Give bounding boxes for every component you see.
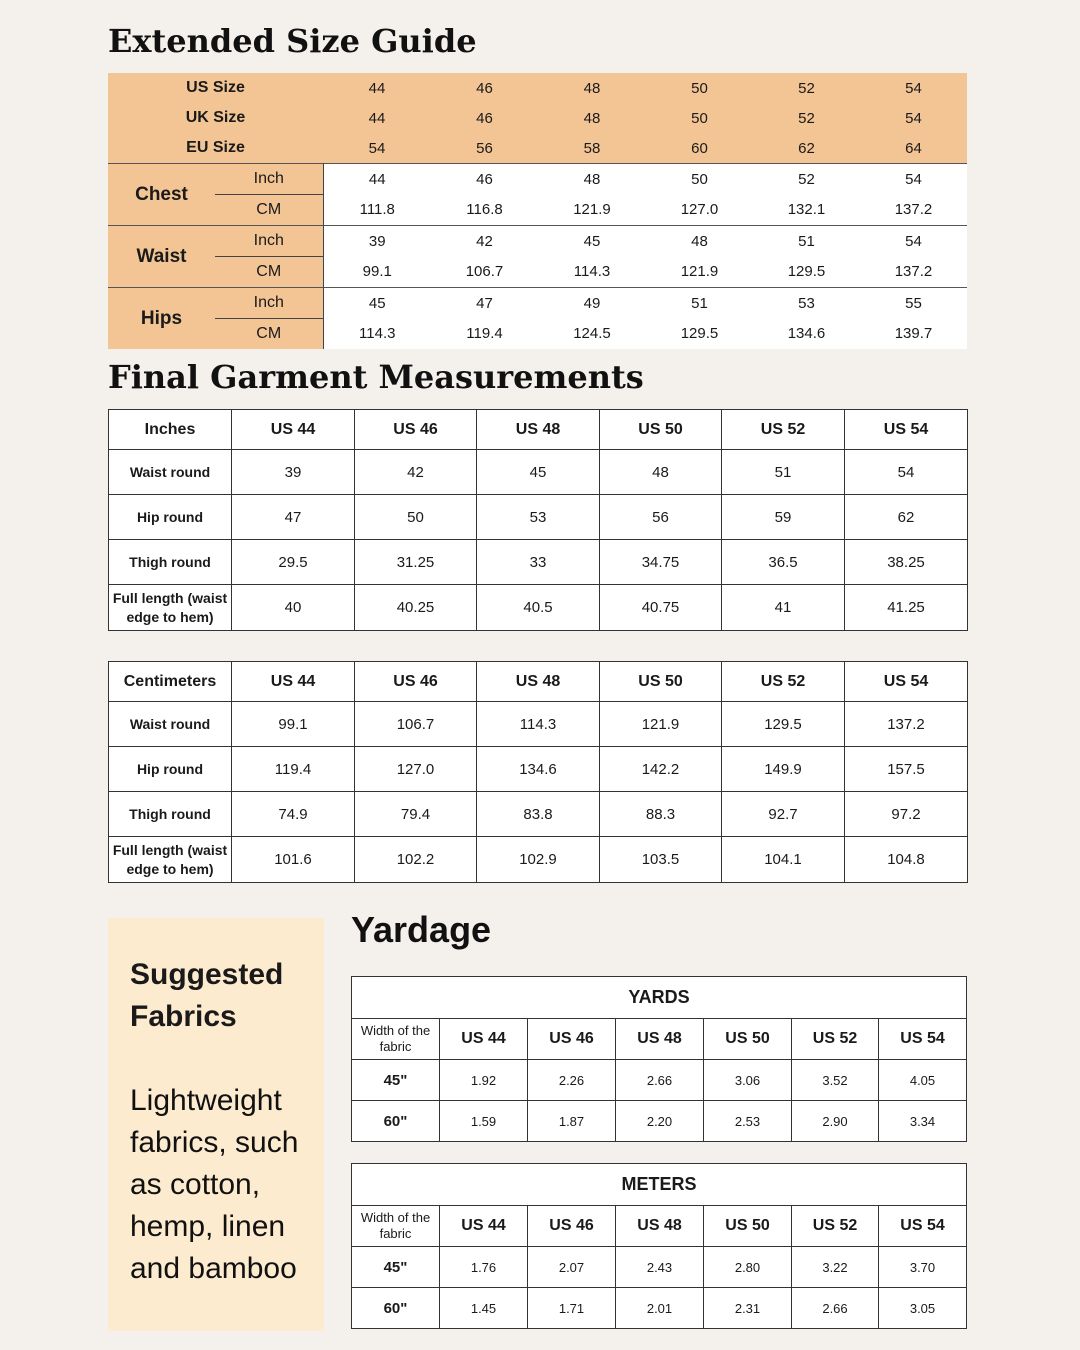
table-cell: 51 — [722, 450, 845, 495]
garment-centimeters-table — [108, 661, 968, 883]
size-cell: 60 — [646, 133, 753, 164]
hips-inch-row — [108, 288, 967, 319]
value-cell: 119.4 — [431, 319, 538, 350]
value-cell: 132.1 — [753, 195, 860, 226]
value-cell: 124.5 — [538, 319, 646, 350]
value-cell: 52 — [753, 164, 860, 195]
table-row — [109, 792, 968, 837]
value-cell: 54 — [860, 226, 967, 257]
group-label-waist: Waist — [108, 226, 215, 288]
table-row — [109, 540, 968, 585]
row-label: Thigh round — [109, 792, 232, 837]
unit-header: METERS — [352, 1164, 967, 1206]
size-header: US 52 — [722, 410, 845, 450]
table-cell: 4.05 — [879, 1060, 967, 1101]
table-row — [109, 450, 968, 495]
value-cell: 116.8 — [431, 195, 538, 226]
size-header: US 46 — [355, 662, 477, 702]
table-cell: 48 — [600, 450, 722, 495]
unit-header: Inches — [109, 410, 232, 450]
table-cell: 50 — [355, 495, 477, 540]
row-label: US Size — [108, 73, 323, 103]
size-header: US 50 — [704, 1206, 792, 1247]
value-cell: 129.5 — [646, 319, 753, 350]
value-cell: 48 — [538, 164, 646, 195]
table-cell: 39 — [232, 450, 355, 495]
table-row — [352, 1288, 967, 1329]
value-cell: 139.7 — [860, 319, 967, 350]
row-label: 60" — [352, 1101, 440, 1142]
table-cell: 127.0 — [355, 747, 477, 792]
value-cell: 55 — [860, 288, 967, 319]
table-cell: 2.43 — [616, 1247, 704, 1288]
width-label: Width of the fabric — [352, 1206, 440, 1247]
unit-label: CM — [215, 319, 323, 350]
table-cell: 157.5 — [845, 747, 968, 792]
table-cell: 102.2 — [355, 837, 477, 883]
table-cell: 137.2 — [845, 702, 968, 747]
unit-label: Inch — [215, 164, 323, 195]
table-cell: 102.9 — [477, 837, 600, 883]
row-label: Hip round — [109, 495, 232, 540]
size-cell: 50 — [646, 73, 753, 103]
row-label: Waist round — [109, 702, 232, 747]
width-label: Width of the fabric — [352, 1019, 440, 1060]
value-cell: 48 — [646, 226, 753, 257]
size-guide-table — [108, 73, 967, 349]
table-cell: 34.75 — [600, 540, 722, 585]
table-cell: 31.25 — [355, 540, 477, 585]
value-cell: 137.2 — [860, 195, 967, 226]
size-cell: 64 — [860, 133, 967, 164]
row-label: UK Size — [108, 103, 323, 133]
size-header: US 54 — [879, 1206, 967, 1247]
unit-row — [352, 1164, 967, 1206]
value-cell: 106.7 — [431, 257, 538, 288]
size-header: US 48 — [616, 1019, 704, 1060]
value-cell: 111.8 — [323, 195, 431, 226]
table-cell: 2.80 — [704, 1247, 792, 1288]
unit-label: Inch — [215, 288, 323, 319]
hips-cm-row — [108, 319, 967, 350]
unit-header: Centimeters — [109, 662, 232, 702]
table-cell: 88.3 — [600, 792, 722, 837]
table-cell: 38.25 — [845, 540, 968, 585]
table-cell: 106.7 — [355, 702, 477, 747]
table-cell: 36.5 — [722, 540, 845, 585]
table-cell: 1.76 — [440, 1247, 528, 1288]
table-cell: 62 — [845, 495, 968, 540]
yardage-title: Yardage — [351, 909, 492, 950]
size-header: US 54 — [845, 662, 968, 702]
size-header: US 50 — [600, 662, 722, 702]
value-cell: 51 — [753, 226, 860, 257]
table-cell: 3.22 — [792, 1247, 879, 1288]
size-header: US 50 — [600, 410, 722, 450]
table-cell: 53 — [477, 495, 600, 540]
size-cell: 56 — [431, 133, 538, 164]
waist-inch-row — [108, 226, 967, 257]
row-label: 60" — [352, 1288, 440, 1329]
unit-label: CM — [215, 195, 323, 226]
size-cell: 48 — [538, 73, 646, 103]
row-label: 45" — [352, 1247, 440, 1288]
value-cell: 53 — [753, 288, 860, 319]
table-cell: 97.2 — [845, 792, 968, 837]
row-label: Hip round — [109, 747, 232, 792]
unit-label: Inch — [215, 226, 323, 257]
size-header: US 52 — [792, 1206, 879, 1247]
table-cell: 121.9 — [600, 702, 722, 747]
row-label: Full length (waist edge to hem) — [109, 585, 232, 631]
header-row — [352, 1019, 967, 1060]
table-cell: 56 — [600, 495, 722, 540]
table-cell: 1.71 — [528, 1288, 616, 1329]
table-cell: 83.8 — [477, 792, 600, 837]
table-cell: 1.45 — [440, 1288, 528, 1329]
group-label-chest: Chest — [108, 164, 215, 226]
eu-size-row — [108, 133, 967, 164]
table-cell: 2.53 — [704, 1101, 792, 1142]
meters-table — [351, 1163, 967, 1329]
table-cell: 47 — [232, 495, 355, 540]
value-cell: 42 — [431, 226, 538, 257]
garment-inches-table — [108, 409, 968, 631]
table-cell: 3.06 — [704, 1060, 792, 1101]
table-cell: 104.8 — [845, 837, 968, 883]
table-cell: 79.4 — [355, 792, 477, 837]
table-row — [109, 702, 968, 747]
table-row — [352, 1060, 967, 1101]
value-cell: 50 — [646, 164, 753, 195]
table-cell: 29.5 — [232, 540, 355, 585]
unit-header: YARDS — [352, 977, 967, 1019]
size-header: US 50 — [704, 1019, 792, 1060]
value-cell: 51 — [646, 288, 753, 319]
group-label-hips: Hips — [108, 288, 215, 350]
row-label: 45" — [352, 1060, 440, 1101]
fabrics-title: Suggested Fabrics — [130, 958, 284, 1033]
size-header: US 52 — [792, 1019, 879, 1060]
size-cell: 44 — [323, 103, 431, 133]
value-cell: 44 — [323, 164, 431, 195]
table-cell: 41.25 — [845, 585, 968, 631]
size-header: US 44 — [232, 410, 355, 450]
size-header: US 46 — [528, 1019, 616, 1060]
size-header: US 48 — [616, 1206, 704, 1247]
size-header: US 48 — [477, 662, 600, 702]
table-cell: 101.6 — [232, 837, 355, 883]
table-cell: 2.01 — [616, 1288, 704, 1329]
size-cell: 46 — [431, 73, 538, 103]
table-cell: 92.7 — [722, 792, 845, 837]
table-cell: 1.59 — [440, 1101, 528, 1142]
row-label: EU Size — [108, 133, 323, 164]
table-row — [109, 747, 968, 792]
table-cell: 54 — [845, 450, 968, 495]
header-row — [109, 410, 968, 450]
table-cell: 3.34 — [879, 1101, 967, 1142]
size-cell: 48 — [538, 103, 646, 133]
table-cell: 3.52 — [792, 1060, 879, 1101]
table-cell: 2.90 — [792, 1101, 879, 1142]
value-cell: 121.9 — [646, 257, 753, 288]
value-cell: 47 — [431, 288, 538, 319]
table-cell: 59 — [722, 495, 845, 540]
table-row — [109, 495, 968, 540]
size-cell: 52 — [753, 73, 860, 103]
size-header: US 46 — [528, 1206, 616, 1247]
us-size-row — [108, 73, 967, 103]
size-cell: 52 — [753, 103, 860, 133]
table-cell: 45 — [477, 450, 600, 495]
yards-table — [351, 976, 967, 1142]
row-label: Full length (waist edge to hem) — [109, 837, 232, 883]
size-header: US 46 — [355, 410, 477, 450]
value-cell: 54 — [860, 164, 967, 195]
size-header: US 48 — [477, 410, 600, 450]
value-cell: 114.3 — [538, 257, 646, 288]
waist-cm-row — [108, 257, 967, 288]
value-cell: 45 — [323, 288, 431, 319]
table-cell: 2.66 — [792, 1288, 879, 1329]
row-label: Thigh round — [109, 540, 232, 585]
table-cell: 1.92 — [440, 1060, 528, 1101]
row-label: Waist round — [109, 450, 232, 495]
size-header: US 54 — [879, 1019, 967, 1060]
size-header: US 44 — [440, 1206, 528, 1247]
table-cell: 33 — [477, 540, 600, 585]
table-row — [109, 837, 968, 883]
table-cell: 1.87 — [528, 1101, 616, 1142]
table-row — [109, 585, 968, 631]
table-cell: 42 — [355, 450, 477, 495]
table-cell: 149.9 — [722, 747, 845, 792]
table-cell: 103.5 — [600, 837, 722, 883]
size-header: US 44 — [440, 1019, 528, 1060]
value-cell: 127.0 — [646, 195, 753, 226]
table-row — [352, 1101, 967, 1142]
size-cell: 58 — [538, 133, 646, 164]
table-cell: 142.2 — [600, 747, 722, 792]
uk-size-row — [108, 103, 967, 133]
size-header: US 54 — [845, 410, 968, 450]
size-cell: 50 — [646, 103, 753, 133]
chest-inch-row — [108, 164, 967, 195]
value-cell: 49 — [538, 288, 646, 319]
unit-label: CM — [215, 257, 323, 288]
chest-cm-row — [108, 195, 967, 226]
value-cell: 129.5 — [753, 257, 860, 288]
table-cell: 2.31 — [704, 1288, 792, 1329]
table-cell: 40.5 — [477, 585, 600, 631]
suggested-fabrics-panel — [108, 918, 324, 1331]
table-cell: 40 — [232, 585, 355, 631]
table-cell: 99.1 — [232, 702, 355, 747]
value-cell: 134.6 — [753, 319, 860, 350]
table-cell: 3.05 — [879, 1288, 967, 1329]
value-cell: 121.9 — [538, 195, 646, 226]
size-cell: 54 — [860, 73, 967, 103]
value-cell: 39 — [323, 226, 431, 257]
table-cell: 40.75 — [600, 585, 722, 631]
fabrics-description: Lightweight fabrics, such as cotton, hemp, linen and bamboo — [130, 1084, 299, 1285]
table-cell: 2.07 — [528, 1247, 616, 1288]
table-cell: 41 — [722, 585, 845, 631]
size-header: US 52 — [722, 662, 845, 702]
value-cell: 114.3 — [323, 319, 431, 350]
size-guide-title: Extended Size Guide — [108, 22, 477, 60]
size-cell: 54 — [860, 103, 967, 133]
garment-title: Final Garment Measurements — [108, 358, 644, 396]
size-cell: 62 — [753, 133, 860, 164]
table-cell: 2.66 — [616, 1060, 704, 1101]
size-header: US 44 — [232, 662, 355, 702]
table-cell: 2.26 — [528, 1060, 616, 1101]
value-cell: 99.1 — [323, 257, 431, 288]
table-cell: 119.4 — [232, 747, 355, 792]
table-row — [352, 1247, 967, 1288]
value-cell: 46 — [431, 164, 538, 195]
header-row — [352, 1206, 967, 1247]
unit-row — [352, 977, 967, 1019]
size-cell: 44 — [323, 73, 431, 103]
table-cell: 40.25 — [355, 585, 477, 631]
table-cell: 74.9 — [232, 792, 355, 837]
header-row — [109, 662, 968, 702]
table-cell: 3.70 — [879, 1247, 967, 1288]
value-cell: 137.2 — [860, 257, 967, 288]
size-cell: 46 — [431, 103, 538, 133]
table-cell: 114.3 — [477, 702, 600, 747]
table-cell: 134.6 — [477, 747, 600, 792]
table-cell: 2.20 — [616, 1101, 704, 1142]
size-cell: 54 — [323, 133, 431, 164]
table-cell: 104.1 — [722, 837, 845, 883]
table-cell: 129.5 — [722, 702, 845, 747]
value-cell: 45 — [538, 226, 646, 257]
